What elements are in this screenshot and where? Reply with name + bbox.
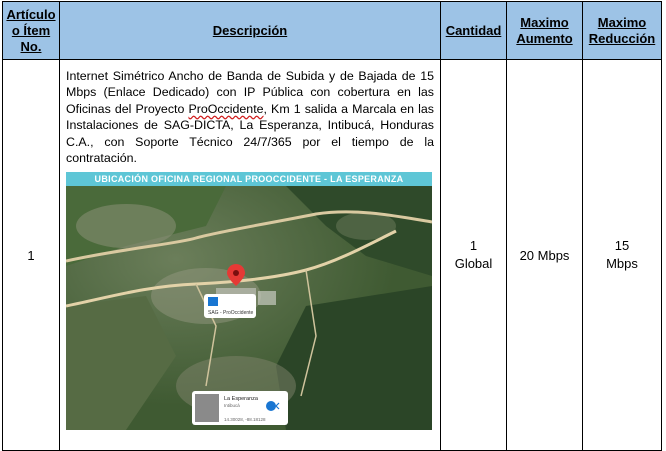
marker-card bbox=[204, 294, 256, 318]
cell-item: 1 bbox=[3, 60, 60, 451]
svg-text:Intibucá: Intibucá bbox=[224, 403, 240, 409]
header-descripcion: Descripción bbox=[60, 2, 441, 60]
cell-maximo-reduccion: 15 Mbps bbox=[583, 60, 662, 451]
cell-maximo-aumento: 20 Mbps bbox=[507, 60, 583, 451]
description-text: Internet Simétrico Ancho de Banda de Subida y de Bajada de 15 Mbps (Enlace Dedicado) con IP Pública con cobertura en las Oficinas del Proyecto ProOccidente, Km 1 salida a Marcala en las Instalaciones de SAG-DICTA, La Esperanza, Intibucá, Honduras C.A., con Soporte Técnico 24/7/365 por el tiempo de la contratación. bbox=[66, 69, 434, 166]
location-info-card bbox=[192, 391, 288, 425]
svg-text:14.30028, -88.18128: 14.30028, -88.18128 bbox=[224, 417, 266, 423]
header-cantidad: Cantidad bbox=[441, 2, 507, 60]
cell-descripcion bbox=[60, 60, 441, 451]
items-table bbox=[2, 1, 662, 451]
svg-text:La Esperanza: La Esperanza bbox=[224, 396, 258, 403]
location-map bbox=[66, 172, 432, 430]
header-row bbox=[3, 2, 662, 60]
map-banner: UBICACIÓN OFICINA REGIONAL PROOCCIDENTE - LA ESPERANZA bbox=[66, 172, 432, 186]
directions-icon bbox=[266, 401, 276, 411]
svg-text:SAG - ProOccidente: SAG - ProOccidente bbox=[208, 310, 254, 317]
satellite-map-image bbox=[66, 186, 432, 430]
header-item: Artículo o Ítem No. bbox=[3, 2, 60, 60]
header-maximo-reduccion: Maximo Reducción bbox=[583, 2, 662, 60]
table-row bbox=[3, 60, 662, 451]
cell-cantidad: 1 Global bbox=[441, 60, 507, 451]
header-maximo-aumento: Maximo Aumento bbox=[507, 2, 583, 60]
